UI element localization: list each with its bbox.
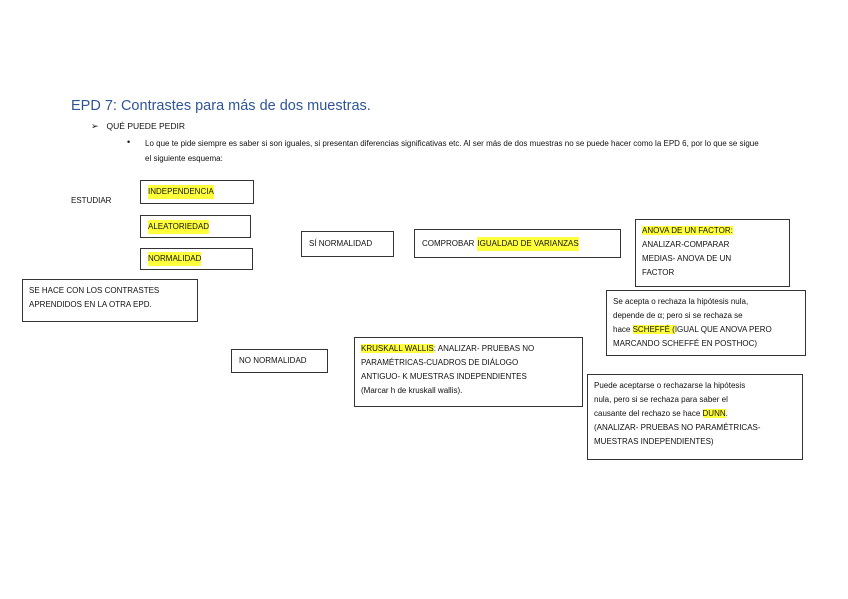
kruskal-line-2: PARAMÉTRICAS-CUADROS DE DIÁLOGO [361, 358, 519, 367]
dunn-box [587, 374, 803, 460]
kruskal-line-1-suffix: : ANALIZAR- PRUEBAS NO [433, 344, 535, 353]
section-heading [91, 121, 185, 132]
no-normalidad-box [231, 349, 328, 373]
document-title: EPD 7: Contrastes para más de dos muestras. [71, 98, 371, 114]
scheffe-line-4: MARCANDO SCHEFFÉ EN POSTHOC) [613, 339, 758, 348]
anova-line-2: ANALIZAR-COMPARAR [642, 240, 730, 249]
igualdad-varianzas-text: IGUALDAD DE VARIANZAS [477, 237, 578, 251]
dunn-line-3-suffix: . [725, 409, 728, 418]
contrastes-box [22, 279, 198, 322]
dunn-line-2: nula, pero si se rechaza para saber el [594, 395, 728, 404]
dunn-highlight: DUNN [702, 409, 726, 418]
kruskal-wallis-box [354, 337, 583, 407]
section-heading-text: QUÉ PUEDE PEDIR [106, 121, 185, 131]
bullet-paragraph [127, 136, 767, 166]
kruskal-line-4: (Marcar h de kruskall wallis). [361, 386, 463, 395]
normalidad-box [140, 248, 253, 270]
contrastes-line-1: SE HACE CON LOS CONTRASTES [29, 286, 160, 295]
scheffe-line-3-prefix: hace [613, 325, 633, 334]
anova-line-3: MEDIAS- ANOVA DE UN [642, 254, 732, 263]
bullet-paragraph-text: Lo que te pide siempre es saber si son iguales, si presentan diferencias significativas etc. Al ser más de dos muestras no se puede hacer como la EPD 6, por lo que se sigue el siguiente esquema: [145, 139, 759, 163]
bullet-dot-icon: • [127, 137, 131, 147]
dunn-line-5: MUESTRAS INDEPENDIENTES) [594, 437, 714, 446]
scheffe-line-2: depende de α; pero si se rechaza se [613, 311, 743, 320]
si-normalidad-text: SÍ NORMALIDAD [309, 239, 373, 248]
independencia-box [140, 180, 254, 204]
estudiar-label: ESTUDIAR [71, 196, 112, 205]
dunn-line-4: (ANALIZAR- PRUEBAS NO PARAMÉTRICAS- [594, 423, 761, 432]
aleatoriedad-text: ALEATORIEDAD [148, 220, 209, 234]
kruskal-line-3: ANTIGUO- K MUESTRAS INDEPENDIENTES [361, 372, 527, 381]
kruskal-highlight: KRUSKALL WALLIS [361, 344, 434, 353]
anova-box [635, 219, 790, 287]
scheffe-highlight: SCHEFFÉ ( [632, 325, 675, 334]
anova-line-4: FACTOR [642, 268, 675, 277]
scheffe-line-3-suffix: IGUAL QUE ANOVA PERO [674, 325, 772, 334]
si-normalidad-box [301, 231, 394, 257]
arrow-bullet-icon: ➢ [91, 121, 99, 131]
anova-title: ANOVA DE UN FACTOR: [642, 226, 733, 235]
contrastes-line-2: APRENDIDOS EN LA OTRA EPD. [29, 300, 152, 309]
comprobar-prefix: COMPROBAR [422, 238, 475, 248]
scheffe-box [606, 290, 806, 356]
normalidad-text: NORMALIDAD [148, 252, 201, 266]
dunn-line-1: Puede aceptarse o rechazarse la hipótesis [594, 381, 746, 390]
aleatoriedad-box [140, 215, 251, 238]
no-normalidad-text: NO NORMALIDAD [239, 356, 307, 365]
independencia-text: INDEPENDENCIA [148, 185, 214, 199]
scheffe-line-1: Se acepta o rechaza la hipótesis nula, [613, 297, 749, 306]
comprobar-varianzas-box [414, 229, 621, 258]
dunn-line-3-prefix: causante del rechazo se hace [594, 409, 703, 418]
